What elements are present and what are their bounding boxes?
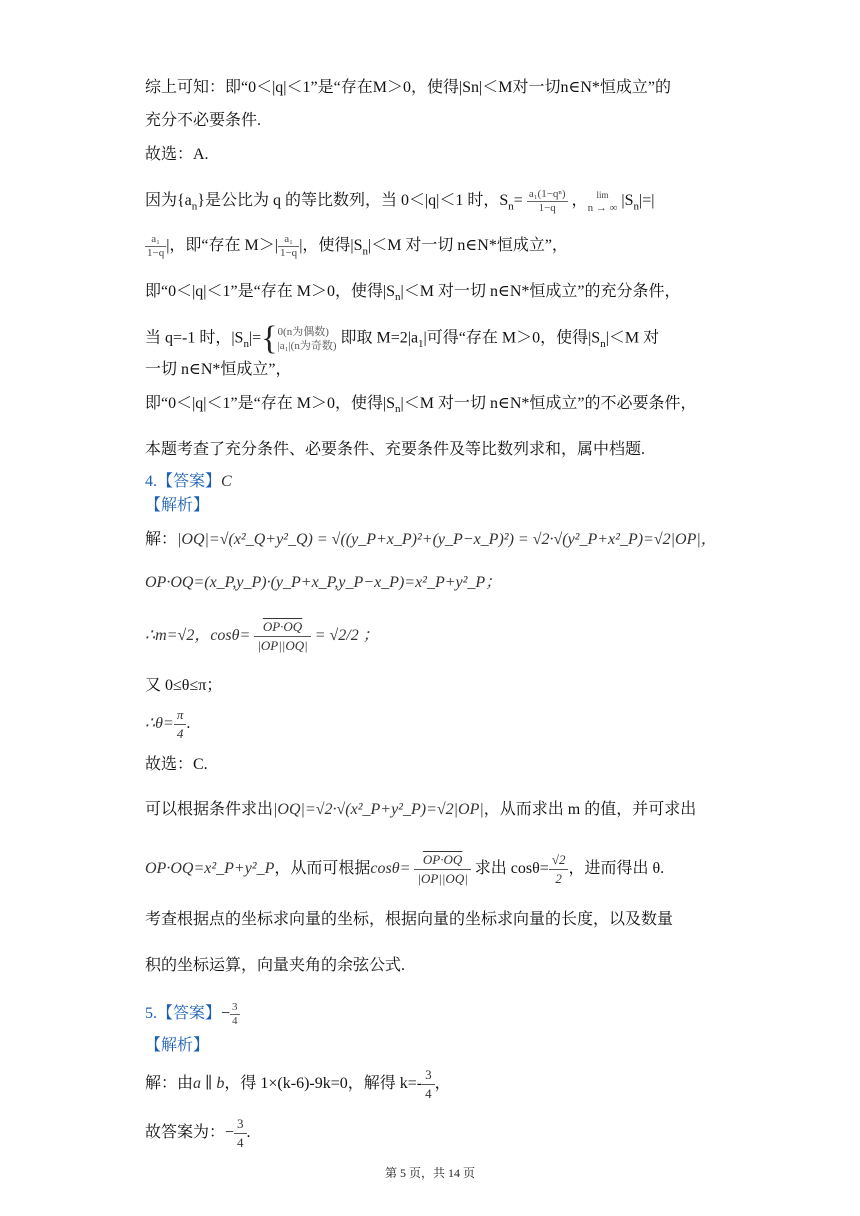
analysis-tag: 【解析】 — [145, 1037, 210, 1054]
solution-line: ∴m=√2，cosθ= $\frac{OP\cdot OQ}{|OP||OQ|}$ = √2/2 ； — [145, 619, 379, 653]
text-line: 又 0≤θ≤π； — [145, 677, 223, 694]
text-line: 故选：A. — [145, 146, 209, 163]
text-line: 本题考查了充分条件、必要条件、充要条件及等比数列求和，属中档题. — [145, 441, 646, 458]
analysis-line: $\frac{\text{a₁}}{1-q}$ |，即“存在 M＞| $\frac{\text{a₁}}{1-q}$ |，使得$|S_n|<M$ 对一切 n∈N*恒成立”， — [147, 233, 568, 259]
analysis-line: 当 q=-1 时，$|S_n|=${ 0(n为偶数) |a₁|(n为奇数) 即取 $M=2|a_1|$可得“存在 M＞0，使得$|S_n|<M$ 对 — [145, 320, 660, 357]
cos-fraction: $\frac{OP\cdot OQ}{|OP||OQ|}$ — [254, 618, 310, 655]
formula: |OQ|=√2·√(x²_P+y²_P)=√2|OP| — [273, 801, 484, 818]
limit-fraction: $\frac{\text{a₁}}{1-q}$ — [147, 233, 165, 259]
solution-line: 解：由a ∥ b，得 1×(k-6)-9k=0，解得 k=- $\frac{3}{4}$ ， — [145, 1067, 451, 1101]
question-header: 5.【答案】− $\frac{3}{4}$ — [145, 1001, 238, 1027]
formula: |OQ|=√(x²_Q+y²_Q) = √((y_P+x_P)²+(y_P−x_P)²) = √2·√(y²_P+x²_P)=√2|OP|， — [177, 531, 717, 548]
solution-line — [145, 573, 501, 593]
text-line: 考查根据点的坐标求向量的坐标，根据向量的坐标求向量的长度，以及数量 — [145, 911, 674, 928]
analysis-line: 因为$\{a_n\}$是公比为 q 的等比数列，当 0＜|q|＜1 时，$S_n=$ $\frac{\text{a₁(1−qⁿ)}}{1-q}$ ， lim n → ∞ $|S_n|=|$ — [145, 188, 655, 214]
text-line: 积的坐标运算，向量夹角的余弦公式. — [145, 957, 406, 974]
text-line: 充分不必要条件. — [145, 112, 262, 129]
analysis-line: 即“0＜|q|＜1”是“存在 M＞0，使得$|S_n|<M$ 对一切 n∈N*恒成立”的充分条件， — [145, 283, 681, 304]
brace-symbol: { — [261, 320, 278, 357]
answer-fraction: $\frac{3}{4}$ — [232, 1001, 238, 1027]
solution-line: ∴θ= $\frac{\pi}{4}$ . — [145, 707, 191, 741]
analysis-tag: 【解析】 — [145, 497, 210, 514]
theta-fraction: $\frac{\pi}{4}$ — [174, 706, 187, 743]
limit-symbol: lim n → ∞ — [587, 189, 618, 214]
solution-line: 解：|OQ|=√(x²_Q+y²_Q) = √((y_P+x_P)²+(y_P−x_P)²) = √2·√(y²_P+x²_P)=√2|OP|， — [145, 531, 717, 548]
value-fraction: $\frac{√2}{2}$ — [549, 851, 569, 888]
formula: OP·OQ=x²_P+y²_P — [145, 860, 275, 878]
answer-fraction: $\frac{3}{4}$ — [234, 1115, 247, 1152]
text-line: 故选：C. — [145, 756, 208, 773]
solution-line: 故答案为：− $\frac{3}{4}$ . — [145, 1116, 251, 1150]
hint-line: 可以根据条件求出|OQ|=√2·√(x²_P+y²_P)=√2|OP|，从而求出 m 的值，并可求出 — [145, 801, 697, 818]
piecewise-cases: 0(n为偶数) |a₁|(n为奇数) — [277, 326, 337, 352]
cos-fraction: $\frac{OP\cdot OQ}{|OP||OQ|}$ — [414, 851, 470, 888]
formula: a ∥ b — [193, 1075, 225, 1093]
limit-fraction: $\frac{\text{a₁}}{1-q}$ — [279, 233, 298, 259]
hint-line: OP·OQ=x²_P+y²_P，从而可根据cosθ= $\frac{OP\cdot OQ}{|OP||OQ|}$ 求出 cosθ= $\frac{√2}{2}$ ，进而得出 θ. — [145, 852, 665, 886]
sum-fraction: $\frac{\text{a₁(1−qⁿ)}}{1-q}$ — [528, 188, 566, 214]
formula: OP·OQ=(x_P,y_P)·(y_P+x_P,y_P−x_P)=x²_P+y²_P； — [145, 574, 502, 591]
text-line: 综上可知：即“0＜|q|＜1”是“存在M＞0，使得|Sn|＜M对一切n∈N*恒成立”的 — [145, 79, 671, 96]
analysis-line: 即“0＜|q|＜1”是“存在 M＞0，使得$|S_n|<M$ 对一切 n∈N*恒成立”的不必要条件， — [145, 395, 697, 416]
analysis-line: 一切 n∈N*恒成立”， — [145, 361, 292, 378]
page-footer: 第 5 页，共 14 页 — [384, 1166, 475, 1180]
k-fraction: $\frac{3}{4}$ — [422, 1066, 435, 1103]
question-header: 4.【答案】C — [145, 473, 232, 490]
